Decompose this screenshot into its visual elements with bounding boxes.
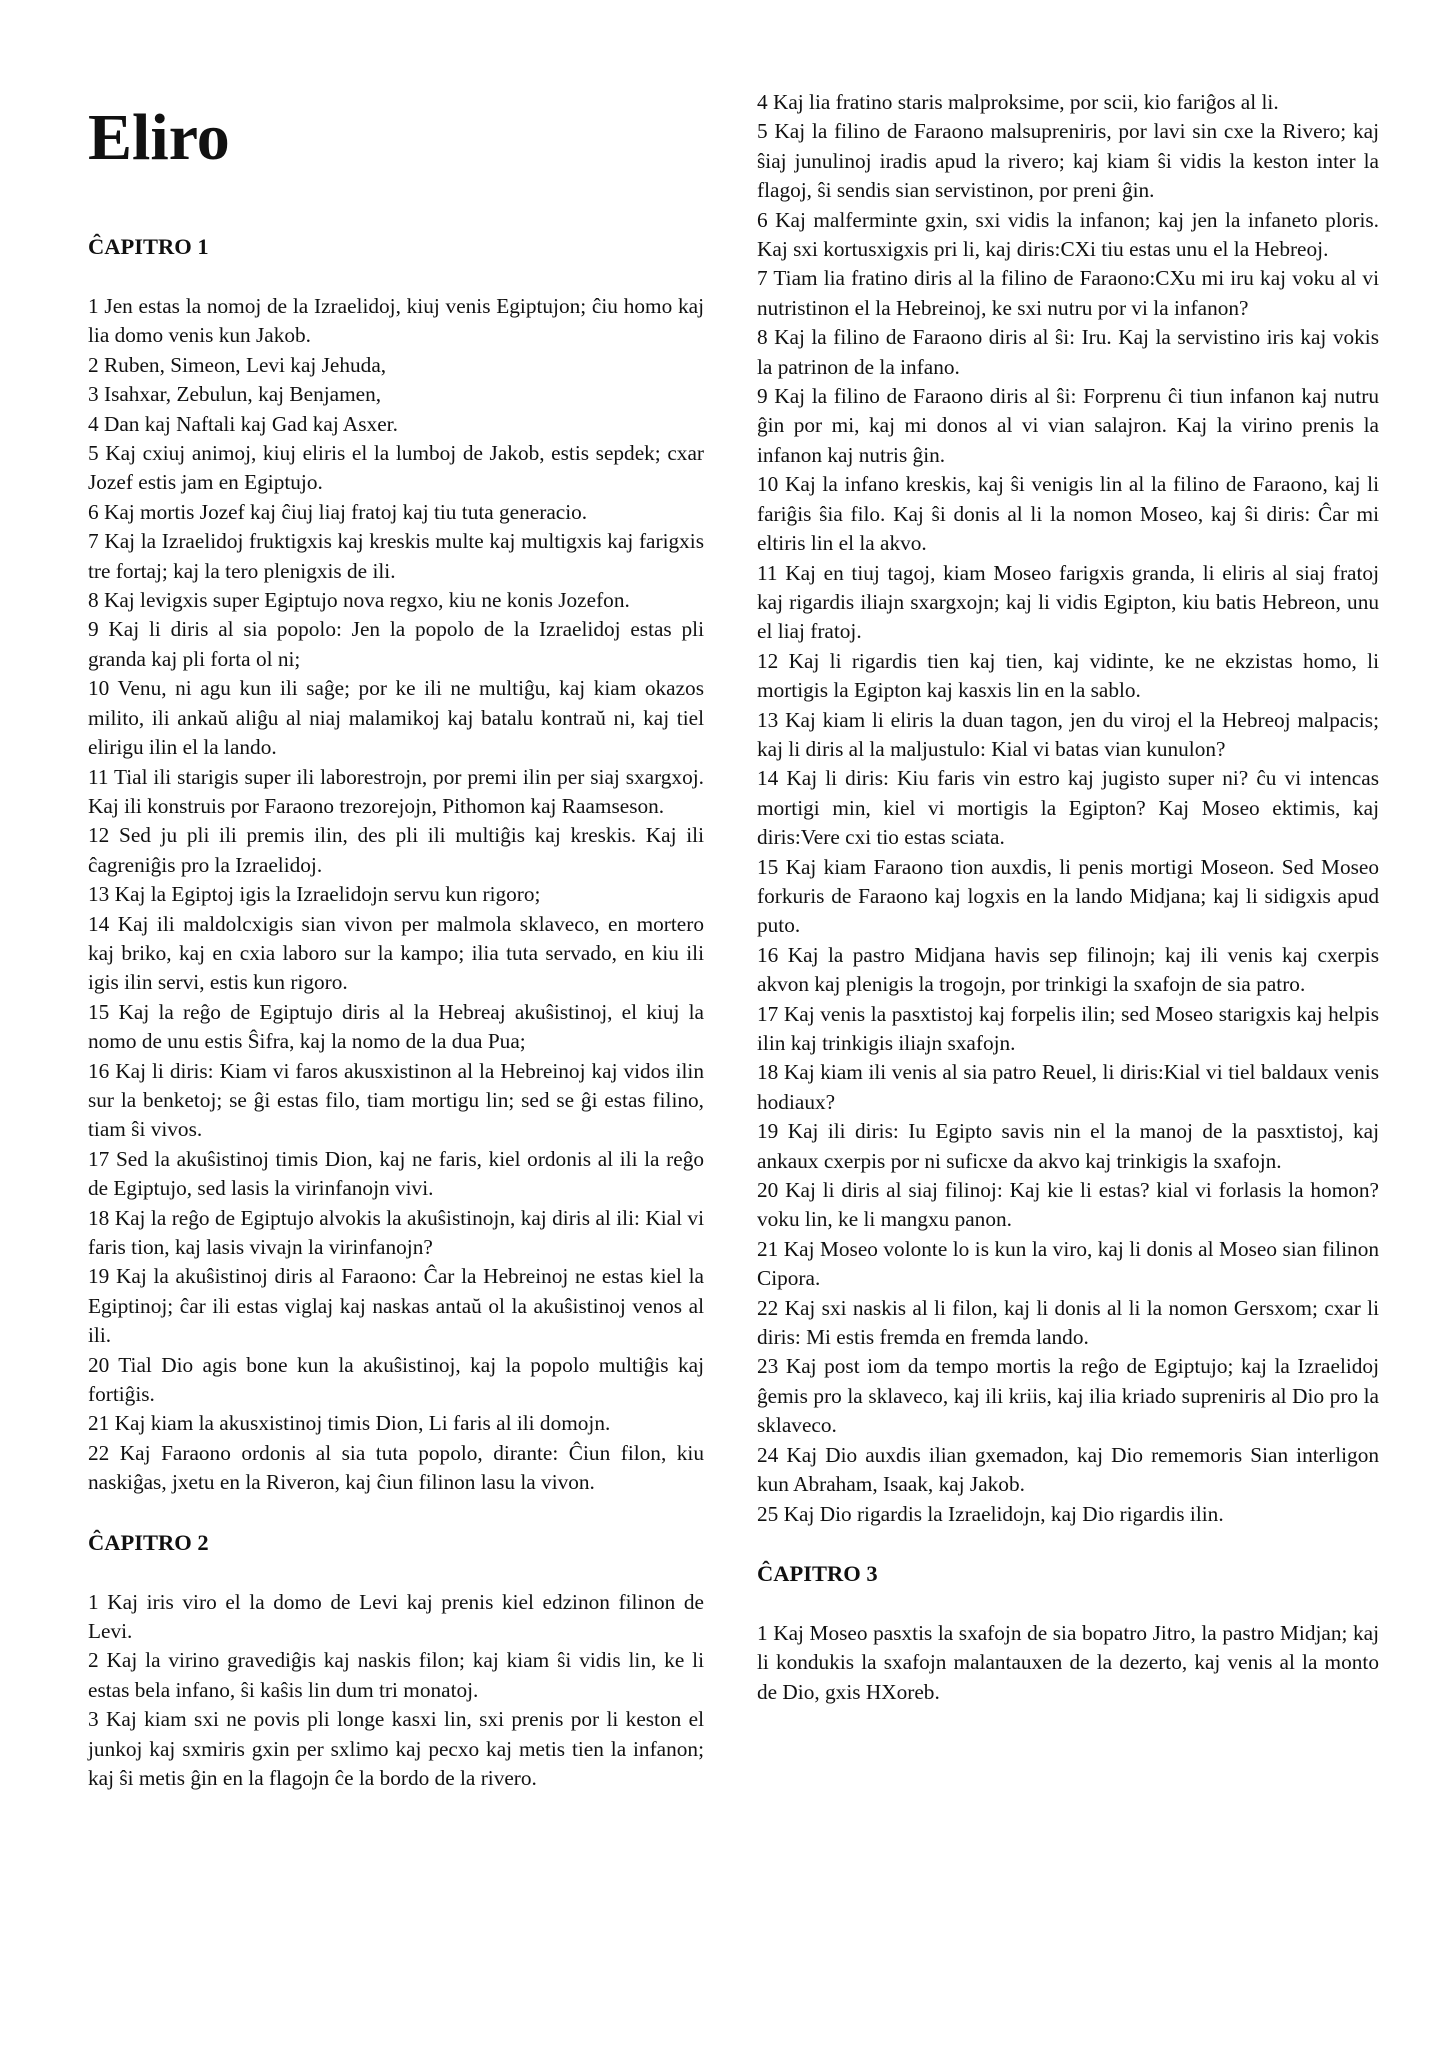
verse: 20 Tial Dio agis bone kun la akuŝistinoj, kaj la popolo multiĝis kaj fortiĝis. (88, 1352, 704, 1407)
chapter-section (757, 1559, 1379, 1707)
verse: 10 Kaj la infano kreskis, kaj ŝi venigis lin al la filino de Faraono, kaj li fariĝis ŝia filo. Kaj ŝi donis al li la nomon Moseo, kaj ŝi diris: Ĉar mi eltiris lin el la akvo. (757, 472, 1379, 556)
verse: 11 Tial ili starigis super ili laborestrojn, por premi ilin per siaj sxargxoj. Kaj ili konstruis por Faraono trezorejojn, Pithomon kaj Raamseson. (88, 764, 704, 818)
chapter-section (88, 1528, 704, 1794)
verse: 6 Kaj mortis Jozef kaj ĉiuj liaj fratoj kaj tiu tuta generacio. (88, 499, 588, 524)
verse: 10 Venu, ni agu kun ili saĝe; por ke ili ne multiĝu, kaj kiam okazos milito, ili ankaŭ aliĝu al niaj malamikoj kaj batalu kontraŭ ni, kaj tiel elirigu ilin el la lando. (88, 676, 704, 760)
chapter-heading: ĈAPITRO 1 (88, 234, 209, 259)
verse: 22 Kaj Faraono ordonis al sia tuta popolo, dirante: Ĉiun filon, kiu naskiĝas, jxetu en la Riveron, kaj ĉiun filinon lasu la vivon. (88, 1440, 704, 1495)
verse: 14 Kaj ili maldolcxigis sian vivon per malmola sklaveco, en mortero kaj briko, kaj en cxia laboro sur la kampo; ilia tuta servado, en kiu ili igis ilin servi, estis kun rigoro. (88, 911, 704, 995)
verse: 1 Kaj iris viro el la domo de Levi kaj prenis kiel edzinon filinon de Levi. (88, 1589, 704, 1644)
verse: 1 Kaj Moseo pasxtis la sxafojn de sia bopatro Jitro, la pastro Midjan; kaj li kondukis la sxafojn malantauxen de la dezerto, kaj venis al la monto de Dio, gxis HXoreb. (757, 1620, 1379, 1704)
verse: 19 Kaj ili diris: Iu Egipto savis nin el la manoj de la pasxtistoj, kaj ankaux cxerpis por ni suficxe da akvo kaj trinkigis la sxafojn. (757, 1119, 1379, 1173)
verse: 17 Sed la akuŝistinoj timis Dion, kaj ne faris, kiel ordonis al ili la reĝo de Egiptujo, sed lasis la virinfanojn vivi. (88, 1146, 704, 1201)
verse: 9 Kaj li diris al sia popolo: Jen la popolo de la Izraelidoj estas pli granda kaj pli forta ol ni; (88, 617, 704, 671)
verse: 3 Kaj kiam sxi ne povis pli longe kasxi lin, sxi prenis por li keston el junkoj kaj sxmiris gxin per sxlimo kaj pecxo kaj metis tien la infanon; kaj ŝi metis ĝin en la flagojn ĉe la bordo de la rivero. (88, 1707, 704, 1791)
verse: 3 Isahxar, Zebulun, kaj Benjamen, (88, 382, 382, 407)
verse: 18 Kaj kiam ili venis al sia patro Reuel, li diris:Kial vi tiel baldaux venis hodiaux? (757, 1060, 1379, 1114)
chapter-2-continued (757, 88, 1379, 1529)
verse: 22 Kaj sxi naskis al li filon, kaj li donis al li la nomon Gersxom; cxar li diris: Mi estis fremda en fremda lando. (757, 1295, 1379, 1350)
verse: 16 Kaj li diris: Kiam vi faros akusxistinon al la Hebreinoj kaj vidos ilin sur la benketoj; se ĝi estas filo, tiam mortigu lin; sed se ĝi estas filino, tiam ŝi vivos. (88, 1058, 704, 1142)
verse: 18 Kaj la reĝo de Egiptujo alvokis la akuŝistinojn, kaj diris al ili: Kial vi faris tion, kaj lasis vivajn la virinfanojn? (88, 1205, 704, 1259)
right-chapters (757, 1559, 1379, 1707)
verse: 13 Kaj la Egiptoj igis la Izraelidojn servu kun rigoro; (88, 882, 541, 907)
verse: 21 Kaj kiam la akusxistinoj timis Dion, Li faris al ili domojn. (88, 1411, 611, 1436)
verse: 20 Kaj li diris al siaj filinoj: Kaj kie li estas? kial vi forlasis la homon? voku lin, ke li mangxu panon. (757, 1178, 1379, 1232)
verse: 13 Kaj kiam li eliris la duan tagon, jen du viroj el la Hebreoj malpacis; kaj li diris al la maljustulo: Kial vi batas vian kunulon? (757, 707, 1379, 761)
verse: 16 Kaj la pastro Midjana havis sep filinojn; kaj ili venis kaj cxerpis akvon kaj plenigis la trogojn, por trinkigi la sxafojn de sia patro. (757, 942, 1379, 997)
right-column (757, 88, 1379, 1737)
verse: 4 Dan kaj Naftali kaj Gad kaj Asxer. (88, 411, 398, 436)
verse: 8 Kaj la filino de Faraono diris al ŝi: Iru. Kaj la servistino iris kaj vokis la patrinon de la infano. (757, 325, 1379, 379)
verse: 5 Kaj cxiuj animoj, kiuj eliris el la lumboj de Jakob, estis sepdek; cxar Jozef estis jam en Egiptujo. (88, 441, 704, 495)
verse: 8 Kaj levigxis super Egiptujo nova regxo, kiu ne konis Jozefon. (88, 588, 630, 613)
verse: 11 Kaj en tiuj tagoj, kiam Moseo farigxis granda, li eliris al siaj fratoj kaj rigardis iliajn sxargxojn; kaj li vidis Egipton, kiu batis Hebreon, unu el liaj fratoj. (757, 560, 1379, 644)
verse: 15 Kaj kiam Faraono tion auxdis, li penis mortigi Moseon. Sed Moseo forkuris de Faraono kaj logxis en la lando Midjana; kaj li sidigxis apud puto. (757, 854, 1379, 938)
verse: 21 Kaj Moseo volonte lo is kun la viro, kaj li donis al Moseo sian filinon Cipora. (757, 1236, 1379, 1291)
verse: 9 Kaj la filino de Faraono diris al ŝi: Forprenu ĉi tiun infanon kaj nutru ĝin por mi, kaj mi donos al vi vian salajron. Kaj la virino prenis la infanon kaj nutris ĝin. (757, 384, 1379, 467)
document-title: Eliro (88, 101, 230, 174)
verse: 12 Sed ju pli ili premis ilin, des pli ili multiĝis kaj kreskis. Kaj ili ĉagreniĝis pro la Izraelidoj. (88, 823, 704, 877)
verse: 5 Kaj la filino de Faraono malsupreniris, por lavi sin cxe la Rivero; kaj ŝiaj junulinoj iradis apud la rivero; kaj kiam ŝi vidis la keston inter la flagoj, ŝi sendis sian servistinon, por preni ĝin. (757, 119, 1379, 203)
verse: 7 Tiam lia fratino diris al la filino de Faraono:CXu mi iru kaj voku al vi nutristinon el la Hebreinoj, ke sxi nutru por vi la infanon? (757, 266, 1379, 320)
chapter-heading: ĈAPITRO 3 (757, 1560, 878, 1586)
verse: 1 Jen estas la nomoj de la Izraelidoj, kiuj venis Egiptujon; ĉiu homo kaj lia domo venis kun Jakob. (88, 294, 704, 348)
left-column (88, 88, 704, 1824)
verse: 15 Kaj la reĝo de Egiptujo diris al la Hebreaj akuŝistinoj, el kiuj la nomo de unu estis Ŝifra, kaj la nomo de la dua Pua; (88, 999, 704, 1054)
verse: 6 Kaj malferminte gxin, sxi vidis la infanon; kaj jen la infaneto ploris. Kaj sxi kortusxigxis pri li, kaj diris:CXi tiu estas unu el la Hebreoj. (757, 207, 1379, 262)
verse: 7 Kaj la Izraelidoj fruktigxis kaj kreskis multe kaj multigxis kaj farigxis tre fortaj; kaj la tero plenigxis de ili. (88, 529, 704, 583)
verse: 17 Kaj venis la pasxtistoj kaj forpelis ilin; sed Moseo starigxis kaj helpis ilin kaj trinkigis iliajn sxafojn. (757, 1001, 1379, 1055)
verse: 2 Ruben, Simeon, Levi kaj Jehuda, (88, 352, 387, 377)
chapter-section (88, 232, 704, 1498)
verse: 24 Kaj Dio auxdis ilian gxemadon, kaj Dio rememoris Sian interligon kun Abraham, Isaak, kaj Jakob. (757, 1442, 1379, 1497)
chapter-heading: ĈAPITRO 2 (88, 1529, 209, 1555)
verse: 2 Kaj la virino gravediĝis kaj naskis filon; kaj kiam ŝi vidis lin, ke li estas bela infano, ŝi kaŝis lin dum tri monatoj. (88, 1648, 704, 1702)
verse: 23 Kaj post iom da tempo mortis la reĝo de Egiptujo; kaj la Izraelidoj ĝemis pro la sklaveco, kaj ili kriis, kaj ilia kriado supreniris al Dio pro la sklaveco. (757, 1354, 1379, 1438)
verse: 12 Kaj li rigardis tien kaj tien, kaj vidinte, ke ne ekzistas homo, li mortigis la Egipton kaj kasxis lin en la sablo. (757, 648, 1379, 703)
verse: 25 Kaj Dio rigardis la Izraelidojn, kaj Dio rigardis ilin. (757, 1501, 1224, 1526)
verse: 14 Kaj li diris: Kiu faris vin estro kaj jugisto super ni? ĉu vi intencas mortigi min, kiel vi mortigis la Egipton? Kaj Moseo ektimis, kaj diris:Vere cxi tio estas sciata. (757, 766, 1379, 850)
verse: 4 Kaj lia fratino staris malproksime, por scii, kio fariĝos al li. (757, 90, 1279, 114)
left-chapters (88, 232, 704, 1794)
verse: 19 Kaj la akuŝistinoj diris al Faraono: Ĉar la Hebreinoj ne estas kiel la Egiptinoj; ĉar ili estas viglaj kaj naskas antaŭ ol la akuŝistinoj venos al ili. (88, 1264, 704, 1348)
